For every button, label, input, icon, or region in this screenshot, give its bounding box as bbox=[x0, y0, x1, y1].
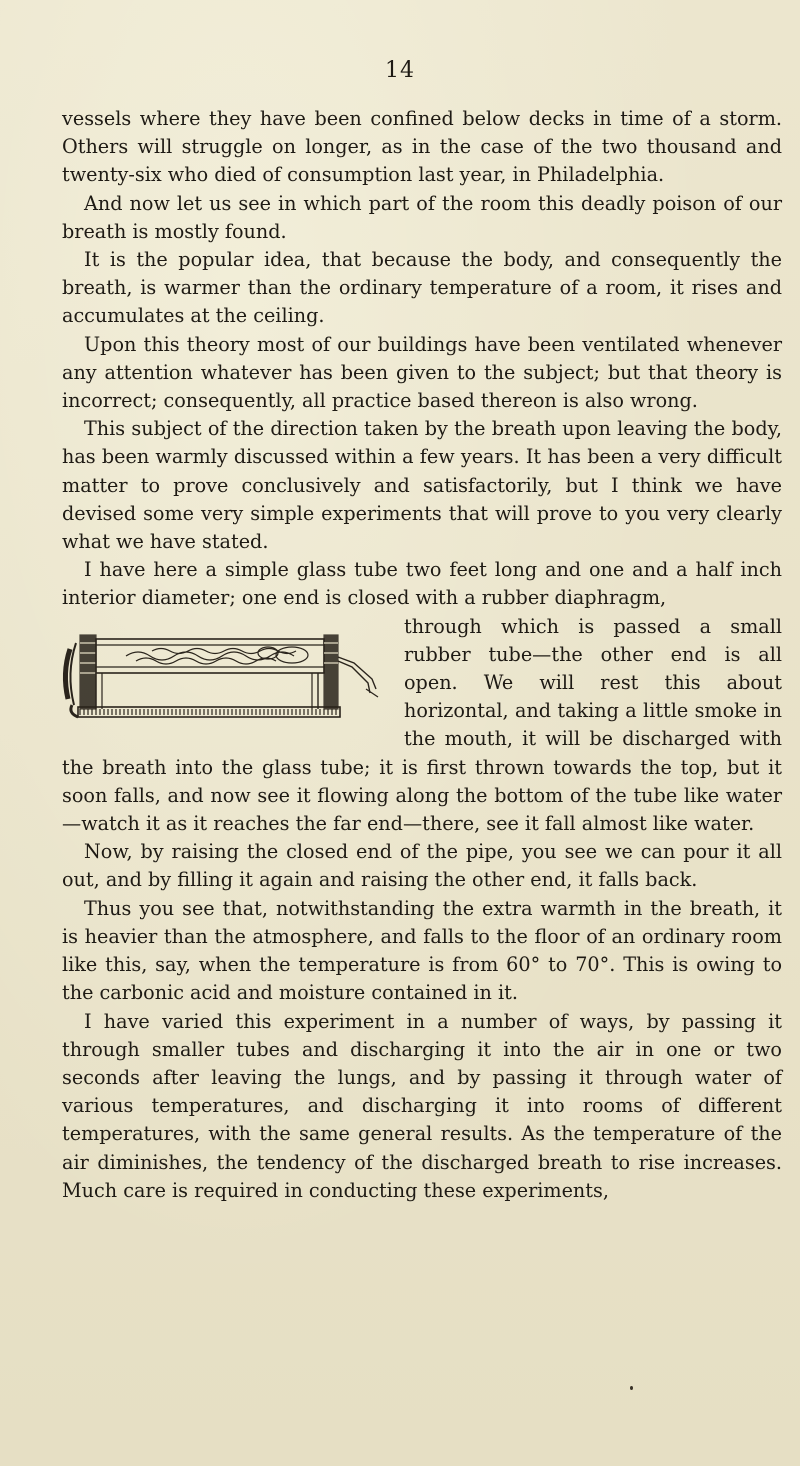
glass-tube-figure bbox=[56, 613, 398, 731]
paragraph: vessels where they have been confined below decks in time of a storm. Others will struggle on longer, as in the case of the two thousand and twenty-six who died of consumption last year, in Philadelphia. bbox=[62, 107, 782, 187]
glass-tube-illustration-icon bbox=[56, 613, 398, 731]
paragraph: I have varied this experiment in a number of ways, by passing it through smaller tubes and discharging it into the air in one or two seconds after leaving the lungs, and by passing it through water of various temperatures, and discharging it into rooms of different temperatures, with the same general results. As the temperature of the air diminishes, the tendency of the discharged breath to rise increases. Much care is required in conducting these experiments, bbox=[62, 1009, 782, 1202]
paragraph: And now let us see in which part of the room this deadly poison of our breath is mostly found. bbox=[62, 191, 782, 243]
paragraph: through which is passed a small rubber tube—the other end is all open. We will rest this about horizontal, and taking a little smoke in the mouth, it will be discharged with the breath into the glass tube; it is first thrown towards the top, but it soon falls, and now see it flowing along the bottom of the tube like water—watch it as it reaches the far end—there, see it fall almost like water. bbox=[62, 614, 782, 836]
page-number: 14 bbox=[385, 58, 415, 83]
paragraph: Now, by raising the closed end of the pipe, you see we can pour it all out, and by filling it again and raising the other end, it falls back. bbox=[62, 840, 782, 892]
paragraph: Thus you see that, notwithstanding the extra warmth in the breath, it is heavier than the atmosphere, and falls to the floor of an ordinary room like this, say, when the temperature is from 60° to 70°. This is owing to the carbonic acid and moisture contained in it. bbox=[62, 896, 782, 1005]
body-text bbox=[62, 105, 782, 1205]
paragraph: Upon this theory most of our buildings have been ventilated whenever any attention whatever has been given to the subject; but that theory is incorrect; consequently, all practice based thereon is also wrong. bbox=[62, 332, 782, 413]
paragraph: I have here a simple glass tube two feet long and one and a half inch interior diameter; one end is closed with a rubber diaphragm, bbox=[62, 558, 782, 610]
paragraph: This subject of the direction taken by the breath upon leaving the body, has been warmly discussed within a few years. It has been a very difficult matter to prove conclusively and satisfactorily, but I think we have devised some very simple experiments that will prove to you very clearly what we have stated. bbox=[62, 417, 782, 554]
paragraph: It is the popular idea, that because the body, and consequently the breath, is warmer than the ordinary temperature of a room, it rises and accumulates at the ceiling. bbox=[62, 248, 782, 328]
ink-speck bbox=[630, 1386, 633, 1390]
